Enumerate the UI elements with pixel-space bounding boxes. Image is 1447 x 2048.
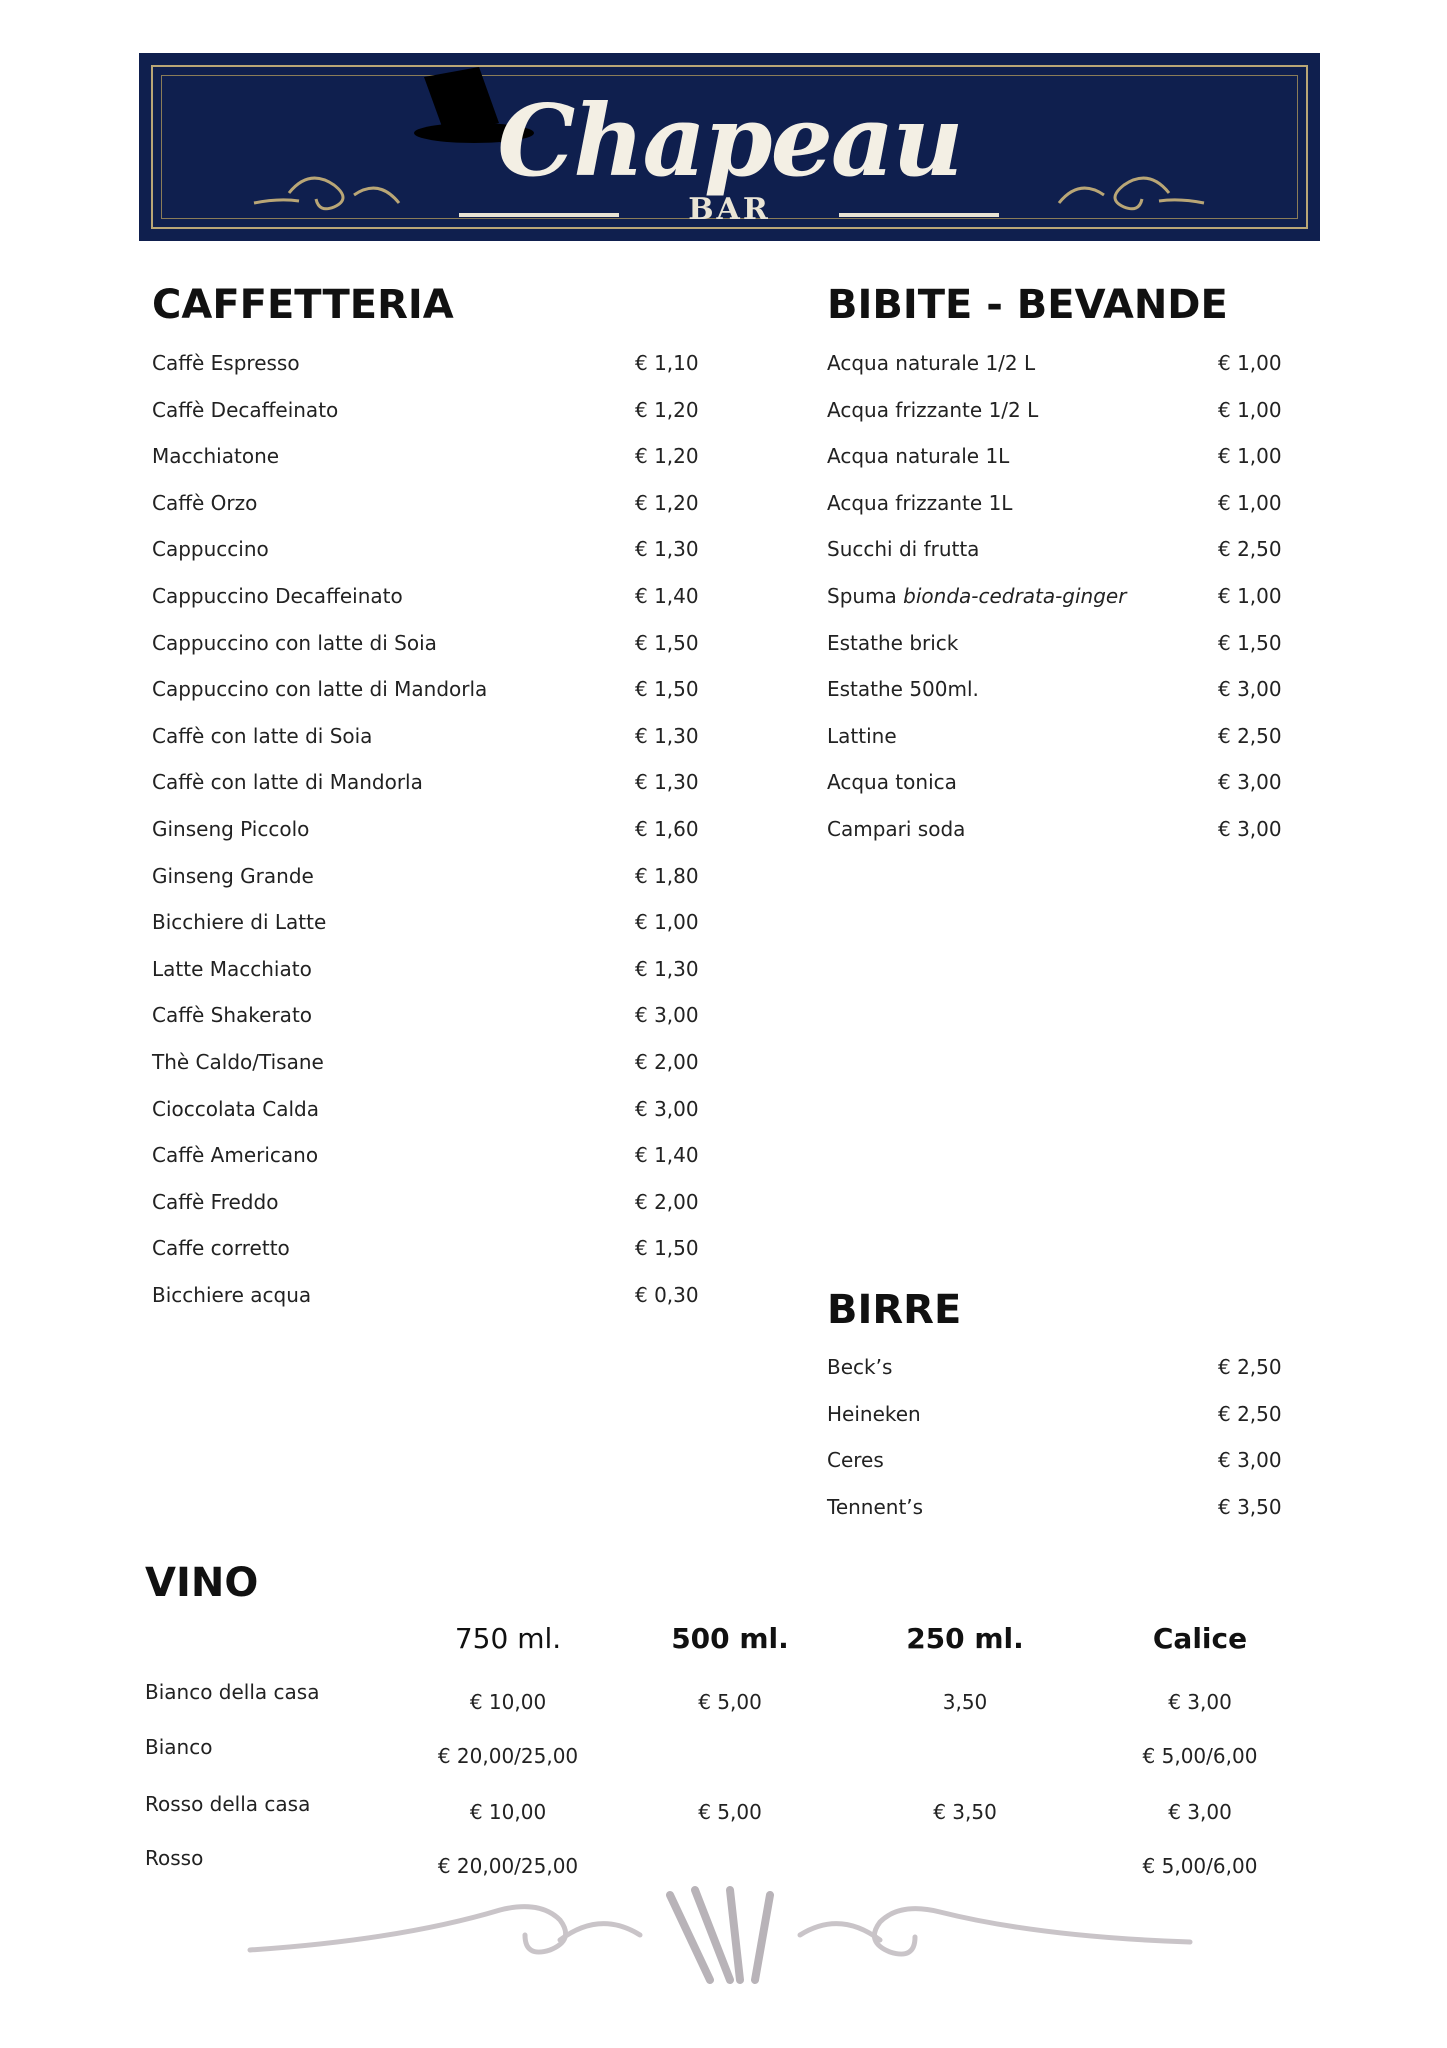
vino-row-name: Bianco della casa — [145, 1680, 320, 1704]
caffetteria-item-price: € 1,40 — [635, 1143, 699, 1168]
bibite-item-name: Estathe 500ml. — [827, 677, 979, 702]
caffetteria-heading: CAFFETTERIA — [152, 282, 454, 328]
bibite-item-price: € 1,00 — [1218, 490, 1282, 515]
vino-cell: € 3,00 — [1168, 1690, 1232, 1714]
bibite-item-price: € 1,00 — [1218, 397, 1282, 422]
birre-item-name: Ceres — [827, 1448, 884, 1473]
bibite-item-price: € 3,00 — [1218, 770, 1282, 795]
cutlery-flourish-ornament — [240, 1880, 1200, 1990]
caffetteria-item-name: Ginseng Grande — [152, 863, 314, 888]
bibite-item-name-italic: bionda-cedrata-ginger — [903, 584, 1127, 608]
caffetteria-item-price: € 1,50 — [635, 1236, 699, 1261]
vino-column-header: 750 ml. — [454, 1622, 562, 1655]
bibite-item-price: € 2,50 — [1218, 723, 1282, 748]
birre-item-name: Heineken — [827, 1401, 921, 1426]
caffetteria-item-name: Caffè Orzo — [152, 490, 258, 515]
birre-item-price: € 2,50 — [1218, 1401, 1282, 1426]
caffetteria-item-name: Macchiatone — [152, 444, 280, 469]
bibite-item-price: € 1,00 — [1218, 444, 1282, 469]
caffetteria-item-name: Cappuccino — [152, 537, 269, 562]
caffetteria-item-price: € 1,30 — [635, 770, 699, 795]
vino-column-header: 500 ml. — [671, 1622, 789, 1655]
caffetteria-item-price: € 1,10 — [635, 351, 699, 375]
logo-sub: BAR — [688, 192, 771, 227]
birre-item-name: Tennent’s — [827, 1494, 924, 1519]
birre-heading: BIRRE — [827, 1287, 962, 1333]
vino-heading: VINO — [145, 1560, 259, 1606]
caffetteria-item-price: € 1,20 — [635, 444, 699, 469]
caffetteria-item-price: € 1,60 — [635, 817, 699, 841]
bibite-item-price: € 1,50 — [1218, 630, 1282, 655]
caffetteria-item-name: Latte Macchiato — [152, 956, 312, 981]
bibite-item-name: Spuma bionda-cedrata-ginger — [827, 584, 1127, 608]
caffetteria-item-price: € 3,00 — [635, 1003, 699, 1028]
bibite-item-name: Acqua naturale 1/2 L — [827, 351, 1036, 375]
caffetteria-item-name: Caffè Espresso — [152, 351, 300, 375]
caffetteria-item-name: Caffè Americano — [152, 1143, 319, 1168]
caffetteria-item-price: € 1,50 — [635, 630, 699, 655]
caffetteria-item-price: € 2,00 — [635, 1189, 699, 1214]
birre-item-name: Beck’s — [827, 1355, 893, 1379]
vino-cell: € 5,00 — [698, 1690, 762, 1714]
vino-cell: € 5,00/6,00 — [1142, 1854, 1258, 1878]
vino-cell: 3,50 — [942, 1690, 988, 1714]
vino-cell: € 10,00 — [469, 1690, 547, 1714]
caffetteria-item-price: € 0,30 — [635, 1283, 699, 1307]
birre-item-price: € 3,50 — [1218, 1494, 1282, 1519]
caffetteria-item-price: € 1,30 — [635, 723, 699, 748]
vino-cell: € 20,00/25,00 — [437, 1744, 579, 1768]
vino-cell: € 3,50 — [933, 1800, 997, 1824]
vino-column-header: Calice — [1152, 1622, 1248, 1655]
bibite-heading: BIBITE - BEVANDE — [827, 282, 1228, 328]
caffetteria-item-name: Cappuccino Decaffeinato — [152, 584, 403, 608]
caffetteria-item-price: € 1,80 — [635, 863, 699, 888]
vino-cell: € 3,00 — [1168, 1800, 1232, 1824]
bibite-item-price: € 2,50 — [1218, 537, 1282, 562]
bibite-item-price: € 3,00 — [1218, 677, 1282, 702]
bibite-item-price: € 1,00 — [1218, 584, 1282, 608]
caffetteria-item-name: Caffè Decaffeinato — [152, 397, 339, 422]
caffetteria-item-name: Caffè con latte di Soia — [152, 723, 373, 748]
caffetteria-item-name: Bicchiere acqua — [152, 1283, 312, 1307]
fork-knife-spoon-icon — [670, 1890, 770, 1980]
bibite-item-name: Succhi di frutta — [827, 537, 980, 562]
caffetteria-item-name: Caffè Freddo — [152, 1189, 279, 1214]
vino-row-name: Rosso della casa — [145, 1792, 311, 1816]
bibite-item-name: Acqua naturale 1L — [827, 444, 1010, 469]
bibite-item-name: Campari soda — [827, 817, 966, 841]
vino-row-name: Bianco — [145, 1735, 213, 1759]
vino-cell: € 20,00/25,00 — [437, 1854, 579, 1878]
caffetteria-item-name: Cappuccino con latte di Mandorla — [152, 677, 488, 702]
bibite-item-price: € 1,00 — [1218, 351, 1282, 375]
caffetteria-item-name: Caffè Shakerato — [152, 1003, 313, 1028]
bibite-item-name: Lattine — [827, 723, 897, 748]
vino-cell: € 5,00 — [698, 1800, 762, 1824]
caffetteria-item-price: € 3,00 — [635, 1096, 699, 1121]
caffetteria-item-price: € 1,50 — [635, 677, 699, 702]
vino-column-header: 250 ml. — [906, 1622, 1024, 1655]
caffetteria-item-name: Thè Caldo/Tisane — [152, 1050, 324, 1074]
bibite-item-name: Acqua frizzante 1/2 L — [827, 397, 1039, 422]
caffetteria-item-price: € 1,30 — [635, 537, 699, 562]
bibite-item-name: Acqua tonica — [827, 770, 957, 795]
birre-item-price: € 2,50 — [1218, 1355, 1282, 1379]
birre-item-price: € 3,00 — [1218, 1448, 1282, 1473]
caffetteria-item-price: € 1,30 — [635, 956, 699, 981]
vino-cell: € 5,00/6,00 — [1142, 1744, 1258, 1768]
caffetteria-item-price: € 1,00 — [635, 910, 699, 935]
caffetteria-item-name: Ginseng Piccolo — [152, 817, 310, 841]
vino-cell: € 10,00 — [469, 1800, 547, 1824]
caffetteria-item-price: € 1,40 — [635, 584, 699, 608]
caffetteria-item-name: Cioccolata Calda — [152, 1096, 319, 1121]
caffetteria-item-name: Caffè con latte di Mandorla — [152, 770, 423, 795]
header-banner — [139, 53, 1320, 241]
caffetteria-item-price: € 2,00 — [635, 1050, 699, 1074]
caffetteria-item-name: Cappuccino con latte di Soia — [152, 630, 437, 655]
bibite-item-price: € 3,00 — [1218, 817, 1282, 841]
caffetteria-item-name: Bicchiere di Latte — [152, 910, 327, 935]
vino-row-name: Rosso — [145, 1846, 204, 1870]
logo-script: Chapeau — [497, 84, 962, 199]
caffetteria-item-price: € 1,20 — [635, 397, 699, 422]
bibite-item-name: Acqua frizzante 1L — [827, 490, 1013, 515]
caffetteria-item-name: Caffe corretto — [152, 1236, 290, 1261]
bibite-item-name: Estathe brick — [827, 630, 959, 655]
caffetteria-item-price: € 1,20 — [635, 490, 699, 515]
